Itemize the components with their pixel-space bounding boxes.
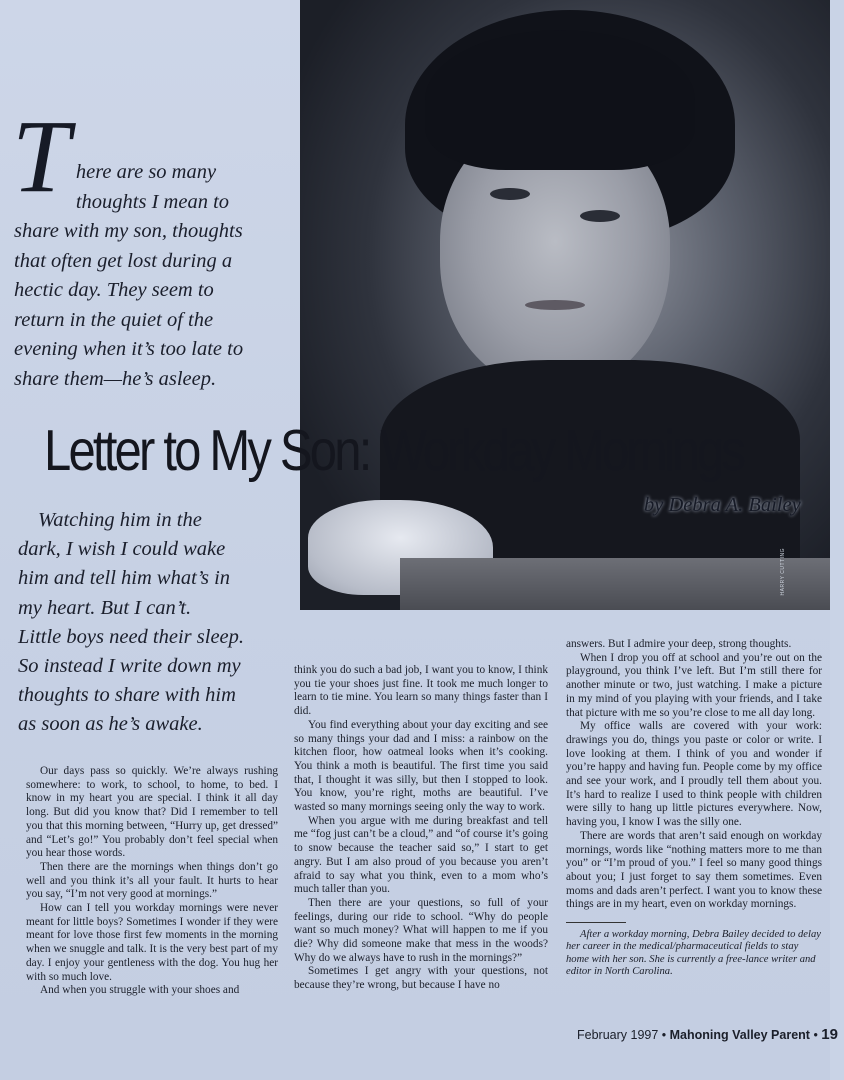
paragraph: And when you struggle with your shoes and bbox=[40, 984, 240, 997]
bio-divider bbox=[566, 922, 626, 923]
body-column-3 bbox=[566, 638, 822, 979]
intro-line: here are so many bbox=[75, 161, 217, 183]
body-column-2 bbox=[294, 664, 548, 993]
pull-quote-line: dark, I wish I could wake bbox=[18, 538, 226, 561]
pull-quote-line: So instead I write down my bbox=[18, 655, 241, 678]
intro-line: return in the quiet of the bbox=[14, 308, 214, 331]
page-footer bbox=[577, 1026, 838, 1043]
page-number: 19 bbox=[821, 1026, 838, 1043]
pull-quote-line: Watching him in the bbox=[38, 509, 202, 531]
byline: by Debra A. Bailey bbox=[644, 494, 801, 516]
paragraph: There are words that aren’t said enough on workday mornings, words like “nothing matters more to me than you” or “I’m proud of you.” I feel so many good things about you; I just forget to say them sometimes. Even moms and dads aren’t perfect. I want you to know these things are in my heart, even on workday mornings. bbox=[566, 829, 822, 911]
paragraph: Then there are the mornings when things don’t go well and you think it’s all your fault. It hurts to hear you say, “I’m not very good at mornings.” bbox=[26, 860, 278, 901]
photo-right-eye bbox=[580, 210, 620, 222]
paragraph: Sometimes I get angry with your questions, not because they’re wrong, but because I have no bbox=[294, 965, 548, 992]
body-column-1 bbox=[26, 765, 278, 998]
intro-line: hectic day. They seem to bbox=[14, 279, 214, 301]
pull-quote bbox=[18, 506, 308, 740]
photo-fence bbox=[400, 558, 830, 610]
paragraph: When you argue with me during breakfast and tell me “fog just can’t be a cloud,” and “of course it’s going to snow because the teacher said so,” I start to get angry. But I am also proud of you because you aren’t afraid to say what you think, even to a mom who’s much taller than you. bbox=[294, 814, 548, 896]
pull-quote-line: Little boys need their sleep. bbox=[18, 625, 245, 648]
photo-mouth bbox=[525, 300, 585, 310]
paragraph: When I drop you off at school and you’re out on the playground, you think I’ve left. But I’m still there for another minute or two, just watching. I make a picture in my mind of you playing with your friends, and I take that picture with me so you’re close to me all day long. bbox=[566, 651, 822, 719]
paragraph: My office walls are covered with your work: drawings you do, things you paste or color or write. I love looking at them. I think of you and wonder if you’re happy and having fun. People come by my office and see your work, and I proudly tell them about you. It’s hard to realize I used to think people with children were silly to hang up little pictures everywhere. Now, having you, I know I was the silly one. bbox=[566, 720, 822, 829]
paragraph: think you do such a bad job, I want you to know, I think you tie your shoes just fine. It took me much longer to learn to tie mine. You learn so many things faster than I did. bbox=[294, 664, 548, 718]
footer-separator: • bbox=[809, 1028, 822, 1042]
paragraph: How can I tell you workday mornings were never meant for little boys? Sometimes I wonder if they were meant for love those first few moments in the morning when we snuggle and talk. It is the very best part of my day. I enjoy your gentleness with the dog. You hug her with so much love. bbox=[26, 902, 278, 983]
photo-credit: HARRY CUTTING bbox=[780, 548, 786, 596]
paragraph: You find everything about your day exciting and see so many things your dad and I miss: a rainbow on the kitchen floor, how oatmeal looks when it’s cooking. You think a moth is beautiful. The first time you said that, I thought it was silly, but then I stopped to look. You know, you’re right, moths are beautiful. I’ve wasted so many mornings seeing only the way to work. bbox=[294, 718, 548, 814]
article-headline: Letter to My Son: Workday Mornings bbox=[44, 419, 744, 483]
footer-date: February 1997 bbox=[577, 1028, 659, 1042]
pull-quote-line: him and tell him what’s in bbox=[18, 567, 231, 590]
paragraph: answers. But I admire your deep, strong thoughts. bbox=[566, 638, 792, 650]
intro-line: that often get lost during a bbox=[14, 249, 233, 272]
pull-quote-line: thoughts to share with him bbox=[18, 684, 236, 707]
author-bio: After a workday morning, Debra Bailey decided to delay her career in the medical/pharmaceutical fields to stay home with her son. She is currently a free-lance writer and editor in North Carolina. bbox=[566, 929, 821, 978]
paragraph: Our days pass so quickly. We’re always rushing somewhere: to work, to school, to home, to bed. I know in my heart you are special. I think it all day long. But did you know that? Did I remember to tell you that this morning between, “Hurry up, get dressed” and “Let’s go!” You probably don’t feel special when you hear those words. bbox=[26, 765, 278, 860]
footer-publication: Mahoning Valley Parent bbox=[669, 1028, 810, 1042]
drop-cap: T bbox=[12, 99, 70, 214]
photo-fringe bbox=[425, 30, 695, 170]
pull-quote-line: as soon as he’s awake. bbox=[18, 713, 203, 736]
paragraph: Then there are your questions, so full of your feelings, during our ride to school. “Why do people want so much money? What will happen to me if you die? Why did someone make that mess in the woods? Why do we always have to rush in the mornings?” bbox=[294, 896, 548, 964]
footer-separator: • bbox=[658, 1028, 670, 1042]
intro-line: share them—he’s asleep. bbox=[14, 367, 217, 390]
photo-left-eye bbox=[490, 188, 530, 200]
intro-pull-quote bbox=[12, 99, 304, 394]
intro-line: thoughts I mean to bbox=[75, 190, 230, 213]
intro-line: evening when it’s too late to bbox=[14, 338, 244, 360]
pull-quote-line: my heart. But I can’t. bbox=[18, 596, 192, 619]
intro-line: share with my son, thoughts bbox=[14, 220, 243, 242]
boy-photo bbox=[300, 0, 830, 610]
